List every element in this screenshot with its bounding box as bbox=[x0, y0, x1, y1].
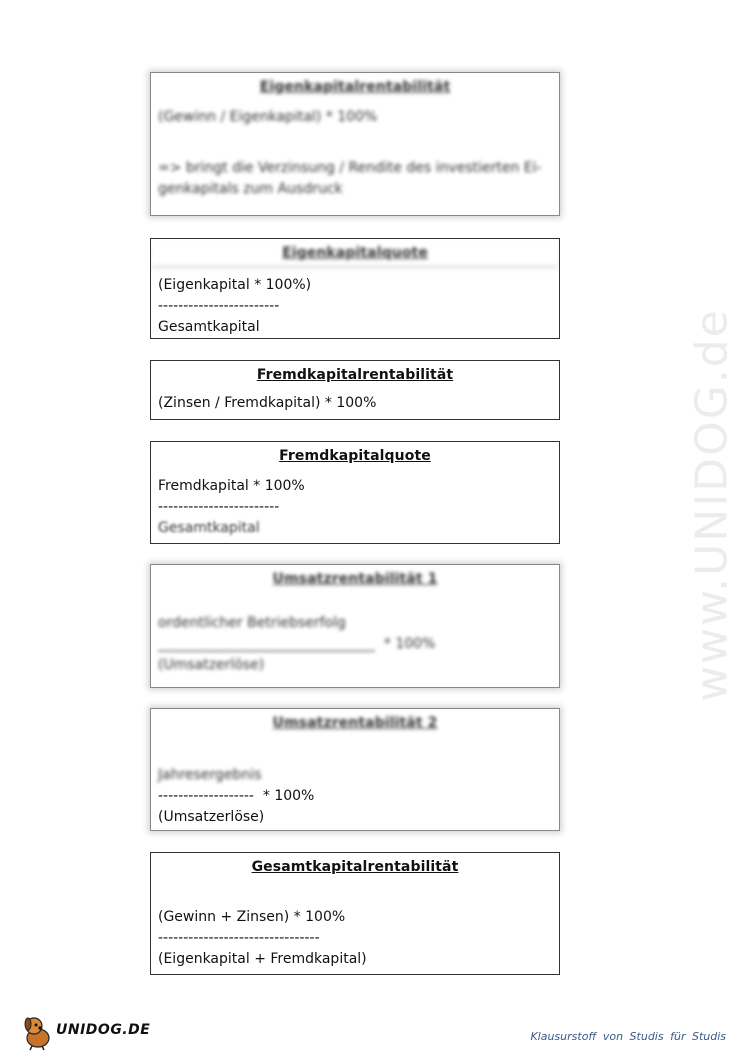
formula-line: (Eigenkapital * 100%) bbox=[158, 277, 312, 293]
watermark: www.UNIDOG.de bbox=[686, 308, 738, 702]
formula-box-fremdkapitalrentabilitaet bbox=[150, 360, 560, 420]
formula-line: (Eigenkapital + Fremdkapital) bbox=[158, 951, 367, 967]
formula-line: Gesamtkapital bbox=[158, 319, 260, 335]
formula-line: (Gewinn + Zinsen) * 100% bbox=[158, 909, 346, 925]
formula-box-umsatzrentabilitaet-1 bbox=[150, 564, 560, 688]
formula-box-fremdkapitalquote bbox=[150, 441, 560, 544]
formula-line: ------------------------ bbox=[158, 499, 280, 515]
formula-line: (Umsatzerlöse) bbox=[158, 657, 265, 673]
footer-tagline: Klausurstoff von Studis für Studis bbox=[530, 1030, 726, 1043]
formula-line: Gesamtkapital bbox=[158, 520, 260, 536]
formula-line: Jahresergebnis bbox=[158, 767, 262, 783]
formula-box-umsatzrentabilitaet-2 bbox=[150, 708, 560, 831]
formula-line: ordentlicher Betriebserfolg bbox=[158, 615, 346, 631]
dog-mascot-icon bbox=[20, 1012, 60, 1052]
box-title: Eigenkapitalrentabilität bbox=[259, 79, 451, 95]
formula-line: _______________________________ * 100% bbox=[158, 636, 436, 652]
formula-line: ------------------------ bbox=[158, 298, 280, 314]
unidog-logo bbox=[20, 1012, 160, 1052]
formula-line: (Gewinn / Eigenkapital) * 100% bbox=[158, 109, 378, 125]
formula-line: (Zinsen / Fremdkapital) * 100% bbox=[158, 395, 377, 411]
formula-box-gesamtkapitalrentabilitaet bbox=[150, 852, 560, 975]
box-title: Fremdkapitalquote bbox=[279, 448, 431, 464]
formula-line: => bringt die Verzinsung / Rendite des investierten Ei- bbox=[158, 160, 542, 176]
box-title: Fremdkapitalrentabilität bbox=[256, 367, 454, 383]
formula-line bbox=[151, 128, 559, 158]
box-title: Umsatzrentabilität 1 bbox=[272, 571, 438, 587]
formula-line: ------------------- * 100% bbox=[158, 788, 315, 804]
formula-box-eigenkapitalrentabilitaet bbox=[150, 72, 560, 216]
box-title: Umsatzrentabilität 2 bbox=[272, 715, 438, 731]
formula-line: genkapitals zum Ausdruck bbox=[158, 181, 343, 197]
formula-line: (Umsatzerlöse) bbox=[158, 809, 265, 825]
box-title: Gesamtkapitalrentabilität bbox=[251, 859, 459, 875]
formula-line: Fremdkapital * 100% bbox=[158, 478, 305, 494]
formula-box-eigenkapitalquote bbox=[150, 238, 560, 339]
formula-line: -------------------------------- bbox=[158, 930, 320, 946]
logo-text: UNIDOG.DE bbox=[56, 1022, 151, 1038]
box-title: Eigenkapitalquote bbox=[282, 245, 428, 261]
